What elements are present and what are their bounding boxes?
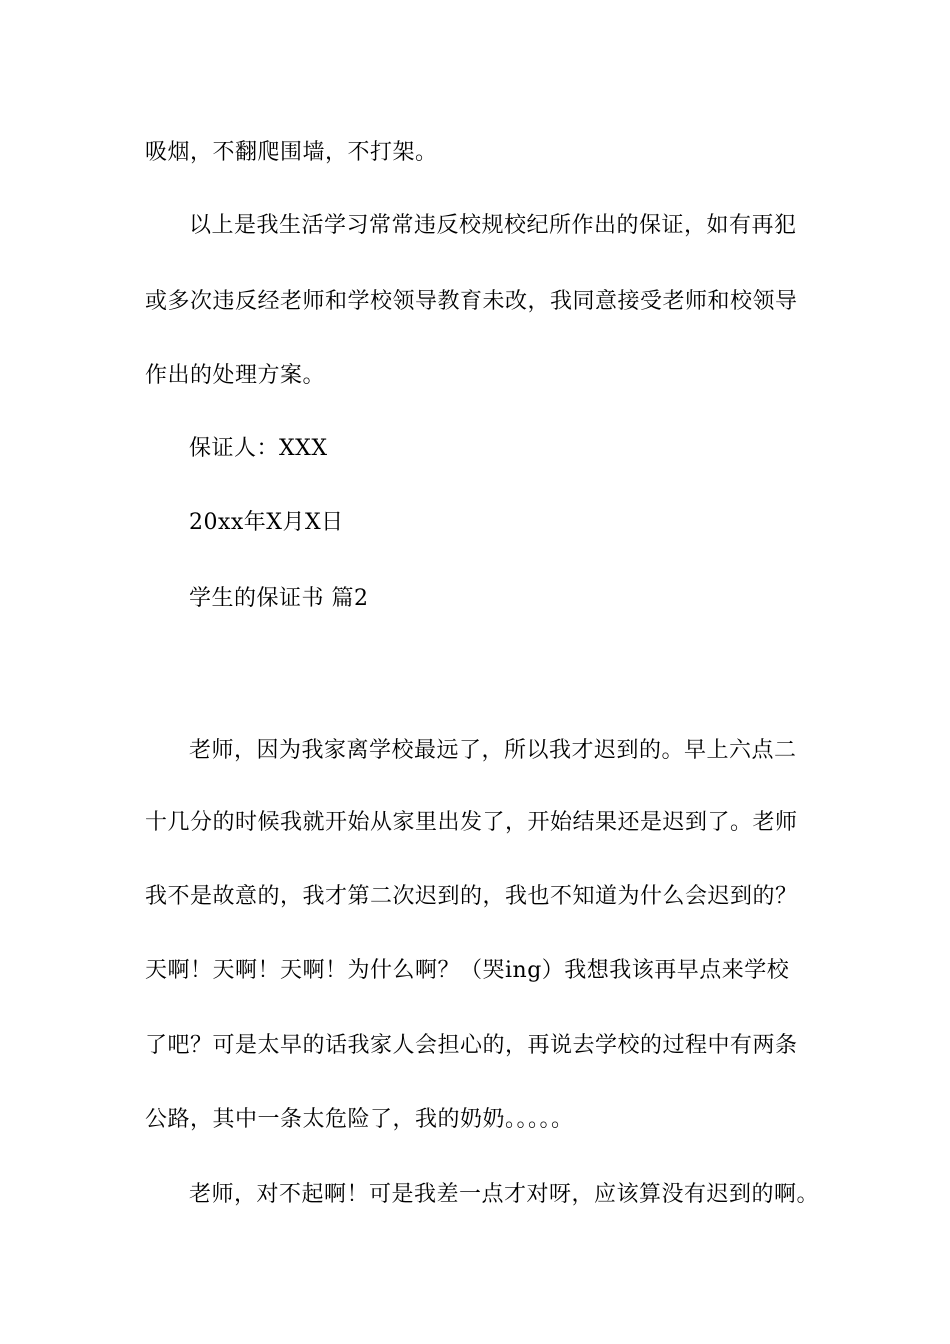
section-heading: 学生的保证书 篇2	[189, 586, 369, 611]
paragraph-line: 吸烟，不翻爬围墙，不打架。	[145, 140, 438, 165]
paragraph-line: 公路，其中一条太危险了，我的奶奶。。。。。	[145, 1107, 574, 1132]
paragraph-line: 老师，因为我家离学校最远了，所以我才迟到的。早上六点二	[189, 738, 797, 763]
document-date: 20xx年X月X日	[189, 510, 344, 535]
paragraph-line: 天啊！天啊！天啊！为什么啊？（哭ing）我想我该再早点来学校	[145, 958, 790, 983]
paragraph-line: 或多次违反经老师和学校领导教育未改，我同意接受老师和校领导	[145, 289, 798, 314]
paragraph-line: 了吧？可是太早的话我家人会担心的，再说去学校的过程中有两条	[145, 1033, 798, 1058]
guarantor-signature: 保证人：XXX	[189, 436, 328, 461]
paragraph-line: 作出的处理方案。	[145, 363, 326, 388]
paragraph-line: 老师，对不起啊！可是我差一点才对呀，应该算没有迟到的啊。	[189, 1182, 820, 1207]
paragraph-line: 十几分的时候我就开始从家里出发了，开始结果还是迟到了。老师	[145, 810, 798, 835]
paragraph-line: 以上是我生活学习常常违反校规校纪所作出的保证，如有再犯	[189, 213, 797, 238]
paragraph-line: 我不是故意的，我才第二次迟到的，我也不知道为什么会迟到的？	[145, 884, 798, 909]
